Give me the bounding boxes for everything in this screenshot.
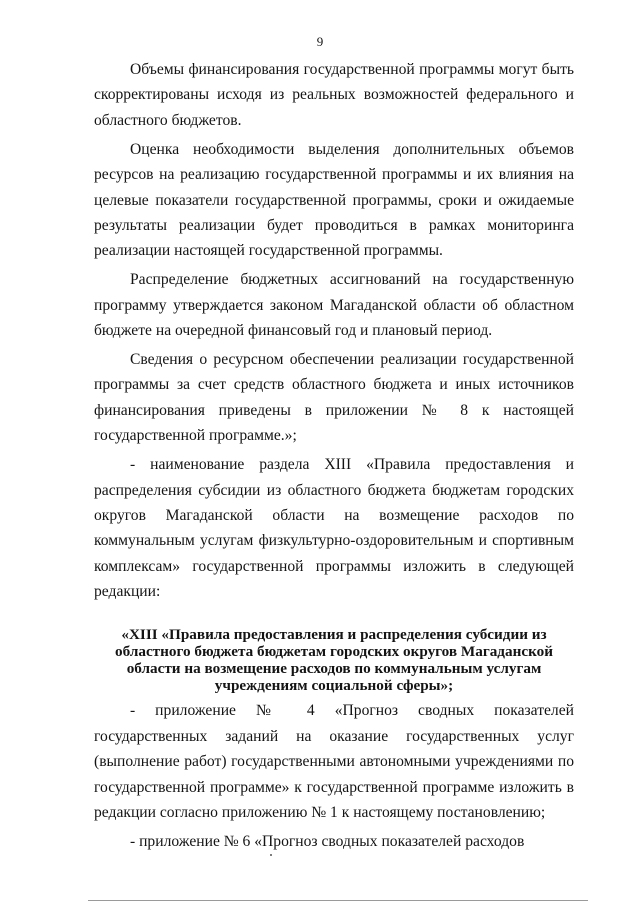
document-body [94,57,574,854]
paragraph-appendix-4: - приложение № 4 «Прогноз сводных показателей государственных заданий на оказание государственных услуг (выполнение работ) государственными автономными учреждениями по государственной программе» к государственной программе изложить в редакции согласно приложению № 1 к настоящему постановлению; [94,702,574,821]
paragraph-financing-adjustment: Объемы финансирования государственной программы могут быть скорректированы исходя из реальных возможностей федерального и областного бюджетов. [94,61,574,129]
paragraph-resource-support: Сведения о ресурсном обеспечении реализации государственной программы за счет средств областного бюджета и иных источников финансирования приведены в приложении № 8 к настоящей государственной программе.»; [94,350,574,445]
page-number: 9 [316,34,324,49]
paragraph-budget-allocation: Распределение бюджетных ассигнований на государственную программу утверждается законом Магаданской области об областном бюджете на очередной финансовый год и плановый период. [94,271,574,340]
section-heading: «XIII «Правила предоставления и распределения субсидии из областного бюджета бюджетам городских округов Магаданской области на возмещение расходов по коммунальным услугам учреждениям социальной сферы»; [115,625,553,695]
paragraph-appendix-6: - приложение № 6 «Прогноз сводных показателей расходов [130,832,525,850]
scan-speck [270,854,272,856]
paragraph-additional-resources: Оценка необходимости выделения дополнительных объемов ресурсов на реализацию государственной программы и их влияния на целевые показатели государственной программы, сроки и ожидаемые результаты реализации будет проводиться в рамках мониторинга реализации настоящей государственной программы. [94,140,574,260]
paragraph-section-rename: - наименование раздела XIII «Правила предоставления и распределения субсидии из областного бюджета бюджетам городских округов Магаданской области на возмещение расходов по коммунальным услугам физкультурно-оздоровительным и спортивным комплексам» государственной программы изложить в следующей редакции: [94,456,574,601]
bottom-rule [88,900,588,901]
